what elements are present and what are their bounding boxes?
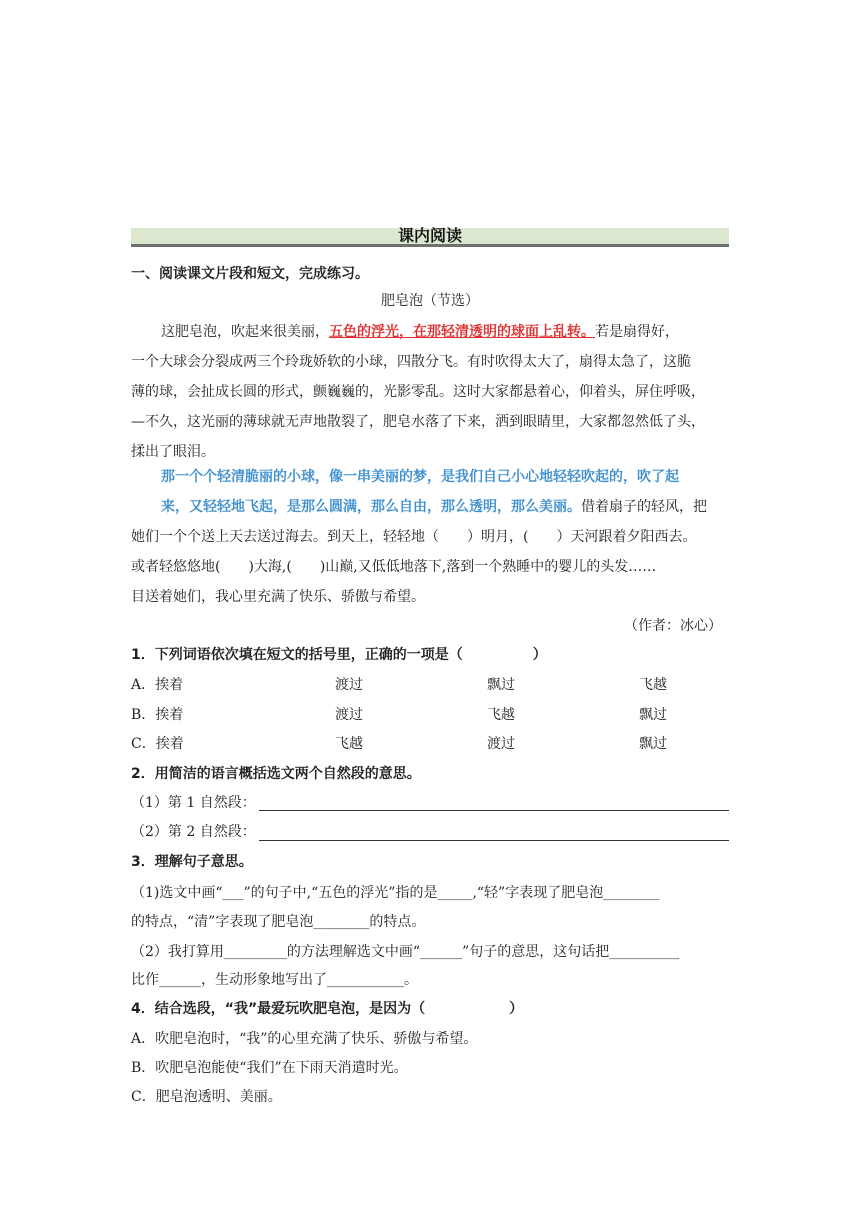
q2-answer-2-label: （2）第 2 自然段： <box>131 824 256 840</box>
q4-option-a[interactable]: A．吹肥皂泡时，“我”的心里充满了快乐、骄傲与希望。 <box>131 1031 478 1047</box>
p2-line-1: 那一个个轻清脆丽的小球，像一串美丽的梦，是我们自己小心地轻轻吹起的，吹了起 <box>161 469 679 485</box>
q3-stem: 3．理解句子意思。 <box>131 854 253 870</box>
q1-option-c-word-2: 飞越 <box>335 736 363 752</box>
q1-option-c[interactable]: C．挨着 <box>131 736 184 752</box>
q3-line-2: 的特点，“清”字表现了肥皂泡________的特点。 <box>131 914 426 930</box>
q1-option-b-word-2: 渡过 <box>335 707 363 723</box>
p1-line-1 <box>161 322 679 342</box>
p1-line-3: 薄的球，会扯成长圆的形式，颤巍巍的，光影零乱。这时大家都悬着心，仰着头，屏住呼吸， <box>131 384 705 400</box>
p2-line-3: 她们一个个送上天去送过海去。到天上，轻轻地（ ）明月，( ）天河跟着夕阳西去。 <box>131 529 697 545</box>
p1-line-1-start: 这肥皂泡，吹起来很美丽， <box>161 324 329 340</box>
p2-line-5: 目送着她们，我心里充满了快乐、骄傲与希望。 <box>131 589 425 605</box>
p2-line-4: 或者轻悠悠地( )大海,( )山巅,又低低地落下,落到一个熟睡中的婴儿的头发…… <box>131 559 657 575</box>
q1-option-b[interactable]: B．挨着 <box>131 707 184 723</box>
p1-line-2: 一个大球会分裂成两三个玲珑娇软的小球，四散分飞。有时吹得太大了，扇得太急了，这脆 <box>131 354 691 370</box>
q2-answer-1-label: （1）第 1 自然段： <box>131 795 256 811</box>
q3-line-4: 比作______，生动形象地写出了___________。 <box>131 972 418 988</box>
section-title: 课内阅读 <box>397 226 462 245</box>
p2-highlight: 来，又轻轻地飞起，是那么圆满，那么自由，那么透明，那么美丽。 <box>161 499 581 515</box>
q4-option-b[interactable]: B．吹肥皂泡能使“我们”在下雨天消遣时光。 <box>131 1060 408 1076</box>
author-credit: （作者：冰心） <box>624 618 722 634</box>
q4-option-c[interactable]: C．肥皂泡透明、美丽。 <box>131 1089 282 1105</box>
q1-stem: 1．下列词语依次填在短文的括号里，正确的一项是（ ） <box>131 647 547 663</box>
q3-line-3: （2）我打算用_________的方法理解选文中画“______”句子的意思，这句话把__________ <box>131 944 680 960</box>
task-instruction: 一、阅读课文片段和短文，完成练习。 <box>131 266 369 282</box>
q1-option-b-word-3: 飞越 <box>487 707 515 723</box>
p1-highlight: 五色的浮光，在那轻清透明的球面上乱转。 <box>329 324 595 340</box>
p2-line-2 <box>161 497 707 517</box>
q1-option-a-word-4: 飞越 <box>639 677 667 693</box>
q1-option-a[interactable]: A．挨着 <box>131 677 184 693</box>
p2-line-2-end: 借着扇子的轻风，把 <box>581 499 707 515</box>
q1-option-c-word-4: 飘过 <box>639 736 667 752</box>
p1-line-5: 揉出了眼泪。 <box>131 444 215 460</box>
q2-answer-2-blank[interactable] <box>259 840 729 841</box>
q3-line-1: （1)选文中画“___”的句子中,“五色的浮光”指的是_____,“轻”字表现了肥皂泡________ <box>131 885 660 901</box>
p1-line-4: —不久，这光丽的薄球就无声地散裂了，肥皂水落了下来，洒到眼睛里，大家都忽然低了头， <box>131 414 705 430</box>
q2-answer-1-blank[interactable] <box>259 810 729 811</box>
p1-line-1-end: 若是扇得好， <box>595 324 679 340</box>
q1-option-b-word-4: 飘过 <box>639 707 667 723</box>
q4-stem: 4．结合选段，“我”最爱玩吹肥皂泡，是因为（ ） <box>131 1001 524 1017</box>
q1-option-a-word-3: 飘过 <box>487 677 515 693</box>
q1-option-a-word-2: 渡过 <box>335 677 363 693</box>
q1-option-c-word-3: 渡过 <box>487 736 515 752</box>
q2-stem: 2．用简洁的语言概括选文两个自然段的意思。 <box>131 766 421 782</box>
passage-title: 肥皂泡（节选） <box>381 293 479 309</box>
